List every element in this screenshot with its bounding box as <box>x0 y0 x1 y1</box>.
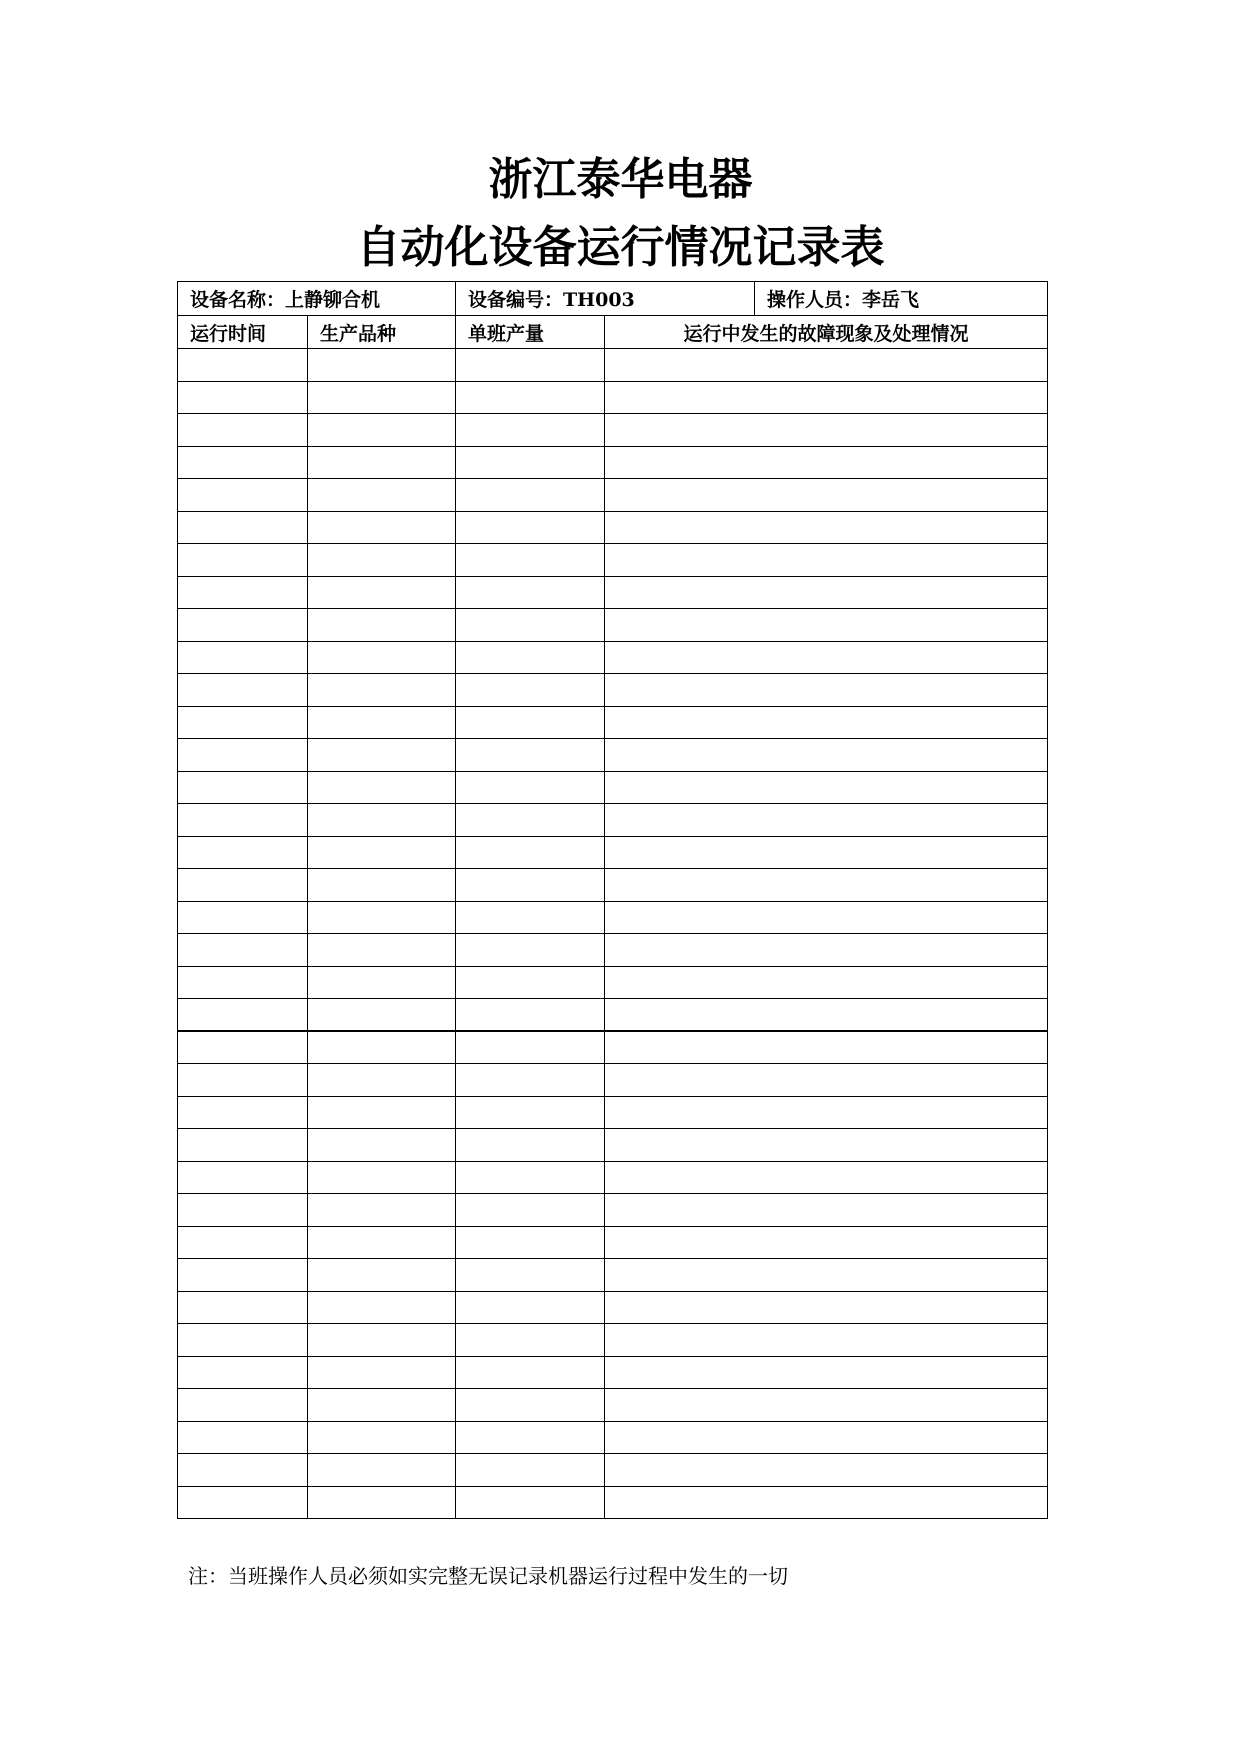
cell-run-time[interactable] <box>178 869 308 902</box>
cell-fault-handling[interactable] <box>605 869 1048 902</box>
cell-fault-handling[interactable] <box>605 414 1048 447</box>
cell-run-time[interactable] <box>178 641 308 674</box>
table-row <box>178 1389 1048 1422</box>
equipment-number: 设备编号：TH003 <box>456 282 755 316</box>
cell-shift-output[interactable] <box>456 1259 605 1292</box>
col-header-fault-handling: 运行中发生的故障现象及处理情况 <box>605 316 1048 349</box>
table-row <box>178 641 1048 674</box>
cell-shift-output[interactable] <box>456 934 605 967</box>
table-row <box>178 349 1048 382</box>
cell-fault-handling[interactable] <box>605 966 1048 999</box>
cell-fault-handling[interactable] <box>605 1486 1048 1519</box>
cell-fault-handling[interactable] <box>605 641 1048 674</box>
table-row <box>178 1064 1048 1097</box>
cell-product-type[interactable] <box>308 349 456 382</box>
table-row <box>178 1161 1048 1194</box>
cell-run-time[interactable] <box>178 381 308 414</box>
cell-product-type[interactable] <box>308 1161 456 1194</box>
table-row <box>178 381 1048 414</box>
cell-fault-handling[interactable] <box>605 1194 1048 1227</box>
cell-product-type[interactable] <box>308 1421 456 1454</box>
cell-shift-output[interactable] <box>456 1064 605 1097</box>
cell-product-type[interactable] <box>308 999 456 1032</box>
cell-run-time[interactable] <box>178 446 308 479</box>
cell-fault-handling[interactable] <box>605 1421 1048 1454</box>
cell-product-type[interactable] <box>308 739 456 772</box>
cell-shift-output[interactable] <box>456 641 605 674</box>
table-row <box>178 1226 1048 1259</box>
cell-run-time[interactable] <box>178 1259 308 1292</box>
cell-product-type[interactable] <box>308 836 456 869</box>
cell-run-time[interactable] <box>178 739 308 772</box>
cell-shift-output[interactable] <box>456 1096 605 1129</box>
cell-fault-handling[interactable] <box>605 1096 1048 1129</box>
cell-fault-handling[interactable] <box>605 1291 1048 1324</box>
cell-fault-handling[interactable] <box>605 836 1048 869</box>
cell-shift-output[interactable] <box>456 869 605 902</box>
cell-product-type[interactable] <box>308 609 456 642</box>
cell-run-time[interactable] <box>178 511 308 544</box>
table-row <box>178 674 1048 707</box>
cell-run-time[interactable] <box>178 771 308 804</box>
cell-run-time[interactable] <box>178 1454 308 1487</box>
cell-run-time[interactable] <box>178 349 308 382</box>
cell-product-type[interactable] <box>308 869 456 902</box>
cell-product-type[interactable] <box>308 576 456 609</box>
cell-product-type[interactable] <box>308 804 456 837</box>
cell-fault-handling[interactable] <box>605 1064 1048 1097</box>
cell-fault-handling[interactable] <box>605 609 1048 642</box>
cell-fault-handling[interactable] <box>605 674 1048 707</box>
cell-product-type[interactable] <box>308 1259 456 1292</box>
table-row <box>178 804 1048 837</box>
table-row <box>178 1194 1048 1227</box>
cell-fault-handling[interactable] <box>605 771 1048 804</box>
table-row <box>178 576 1048 609</box>
cell-fault-handling[interactable] <box>605 479 1048 512</box>
cell-fault-handling[interactable] <box>605 739 1048 772</box>
footer-note: 注：当班操作人员必须如实完整无误记录机器运行过程中发生的一切 <box>188 1564 788 1588</box>
company-title: 浙江泰华电器 <box>488 154 753 205</box>
cell-product-type[interactable] <box>308 1226 456 1259</box>
cell-product-type[interactable] <box>308 674 456 707</box>
cell-shift-output[interactable] <box>456 1129 605 1162</box>
table-row <box>178 446 1048 479</box>
cell-fault-handling[interactable] <box>605 544 1048 577</box>
cell-fault-handling[interactable] <box>605 381 1048 414</box>
table-row <box>178 739 1048 772</box>
cell-run-time[interactable] <box>178 414 308 447</box>
cell-run-time[interactable] <box>178 1161 308 1194</box>
cell-shift-output[interactable] <box>456 674 605 707</box>
table-row <box>178 966 1048 999</box>
cell-fault-handling[interactable] <box>605 901 1048 934</box>
table-row <box>178 771 1048 804</box>
cell-run-time[interactable] <box>178 674 308 707</box>
cell-run-time[interactable] <box>178 836 308 869</box>
cell-fault-handling[interactable] <box>605 1356 1048 1389</box>
header-row <box>178 316 1048 349</box>
table-row <box>178 414 1048 447</box>
cell-run-time[interactable] <box>178 804 308 837</box>
cell-run-time[interactable] <box>178 1226 308 1259</box>
cell-shift-output[interactable] <box>456 1454 605 1487</box>
cell-shift-output[interactable] <box>456 349 605 382</box>
operator-name: 操作人员：李岳飞 <box>755 282 1048 316</box>
table-row <box>178 544 1048 577</box>
table-row <box>178 479 1048 512</box>
cell-shift-output[interactable] <box>456 1194 605 1227</box>
cell-fault-handling[interactable] <box>605 1031 1048 1064</box>
cell-shift-output[interactable] <box>456 609 605 642</box>
cell-product-type[interactable] <box>308 1389 456 1422</box>
col-header-product-type: 生产品种 <box>308 316 456 349</box>
cell-product-type[interactable] <box>308 381 456 414</box>
cell-product-type[interactable] <box>308 1064 456 1097</box>
table-row <box>178 511 1048 544</box>
cell-run-time[interactable] <box>178 999 308 1032</box>
cell-shift-output[interactable] <box>456 1226 605 1259</box>
cell-fault-handling[interactable] <box>605 1161 1048 1194</box>
cell-shift-output[interactable] <box>456 901 605 934</box>
cell-fault-handling[interactable] <box>605 934 1048 967</box>
cell-fault-handling[interactable] <box>605 1129 1048 1162</box>
cell-run-time[interactable] <box>178 1356 308 1389</box>
cell-product-type[interactable] <box>308 966 456 999</box>
table-row <box>178 1291 1048 1324</box>
cell-product-type[interactable] <box>308 1291 456 1324</box>
cell-shift-output[interactable] <box>456 479 605 512</box>
col-header-run-time: 运行时间 <box>178 316 308 349</box>
col-header-shift-output: 单班产量 <box>456 316 605 349</box>
cell-run-time[interactable] <box>178 901 308 934</box>
cell-run-time[interactable] <box>178 1389 308 1422</box>
cell-product-type[interactable] <box>308 1129 456 1162</box>
cell-product-type[interactable] <box>308 1031 456 1064</box>
cell-run-time[interactable] <box>178 706 308 739</box>
cell-shift-output[interactable] <box>456 1324 605 1357</box>
cell-product-type[interactable] <box>308 934 456 967</box>
table-row <box>178 869 1048 902</box>
cell-product-type[interactable] <box>308 901 456 934</box>
cell-fault-handling[interactable] <box>605 511 1048 544</box>
cell-product-type[interactable] <box>308 1454 456 1487</box>
cell-shift-output[interactable] <box>456 1031 605 1064</box>
table-row <box>178 1096 1048 1129</box>
table-row <box>178 999 1048 1032</box>
table-row <box>178 609 1048 642</box>
form-title: 自动化设备运行情况记录表 <box>356 222 885 273</box>
cell-shift-output[interactable] <box>456 1486 605 1519</box>
cell-fault-handling[interactable] <box>605 1389 1048 1422</box>
table-row <box>178 1259 1048 1292</box>
table-row <box>178 901 1048 934</box>
equipment-name: 设备名称：上静铆合机 <box>178 282 456 316</box>
cell-shift-output[interactable] <box>456 836 605 869</box>
table-row <box>178 706 1048 739</box>
cell-product-type[interactable] <box>308 479 456 512</box>
cell-product-type[interactable] <box>308 771 456 804</box>
cell-run-time[interactable] <box>178 1129 308 1162</box>
table-row <box>178 1421 1048 1454</box>
cell-run-time[interactable] <box>178 1486 308 1519</box>
cell-shift-output[interactable] <box>456 1389 605 1422</box>
table-row <box>178 1324 1048 1357</box>
cell-product-type[interactable] <box>308 511 456 544</box>
cell-shift-output[interactable] <box>456 576 605 609</box>
cell-run-time[interactable] <box>178 609 308 642</box>
cell-shift-output[interactable] <box>456 1291 605 1324</box>
cell-shift-output[interactable] <box>456 999 605 1032</box>
cell-fault-handling[interactable] <box>605 1226 1048 1259</box>
cell-product-type[interactable] <box>308 414 456 447</box>
cell-run-time[interactable] <box>178 1064 308 1097</box>
cell-product-type[interactable] <box>308 1324 456 1357</box>
cell-shift-output[interactable] <box>456 966 605 999</box>
cell-shift-output[interactable] <box>456 381 605 414</box>
cell-fault-handling[interactable] <box>605 576 1048 609</box>
cell-shift-output[interactable] <box>456 771 605 804</box>
cell-fault-handling[interactable] <box>605 349 1048 382</box>
cell-run-time[interactable] <box>178 1421 308 1454</box>
table-row <box>178 1129 1048 1162</box>
cell-shift-output[interactable] <box>456 544 605 577</box>
cell-fault-handling[interactable] <box>605 1454 1048 1487</box>
cell-run-time[interactable] <box>178 1324 308 1357</box>
table-row <box>178 836 1048 869</box>
cell-fault-handling[interactable] <box>605 706 1048 739</box>
table-row <box>178 1454 1048 1487</box>
cell-product-type[interactable] <box>308 1194 456 1227</box>
cell-fault-handling[interactable] <box>605 999 1048 1032</box>
cell-shift-output[interactable] <box>456 804 605 837</box>
cell-product-type[interactable] <box>308 706 456 739</box>
cell-shift-output[interactable] <box>456 1356 605 1389</box>
cell-fault-handling[interactable] <box>605 804 1048 837</box>
cell-run-time[interactable] <box>178 1096 308 1129</box>
table-row <box>178 1031 1048 1064</box>
table-row <box>178 1356 1048 1389</box>
cell-shift-output[interactable] <box>456 414 605 447</box>
cell-product-type[interactable] <box>308 544 456 577</box>
cell-product-type[interactable] <box>308 446 456 479</box>
cell-run-time[interactable] <box>178 544 308 577</box>
cell-run-time[interactable] <box>178 479 308 512</box>
table-row <box>178 1486 1048 1519</box>
cell-run-time[interactable] <box>178 576 308 609</box>
cell-product-type[interactable] <box>308 1486 456 1519</box>
cell-product-type[interactable] <box>308 1096 456 1129</box>
cell-shift-output[interactable] <box>456 1421 605 1454</box>
cell-shift-output[interactable] <box>456 1161 605 1194</box>
cell-fault-handling[interactable] <box>605 1324 1048 1357</box>
cell-shift-output[interactable] <box>456 511 605 544</box>
cell-run-time[interactable] <box>178 1291 308 1324</box>
cell-shift-output[interactable] <box>456 739 605 772</box>
cell-shift-output[interactable] <box>456 446 605 479</box>
cell-fault-handling[interactable] <box>605 1259 1048 1292</box>
cell-product-type[interactable] <box>308 1356 456 1389</box>
cell-product-type[interactable] <box>308 641 456 674</box>
cell-run-time[interactable] <box>178 1031 308 1064</box>
cell-run-time[interactable] <box>178 934 308 967</box>
info-row <box>178 282 1048 316</box>
cell-fault-handling[interactable] <box>605 446 1048 479</box>
record-table <box>177 281 1048 1519</box>
table-row <box>178 934 1048 967</box>
cell-run-time[interactable] <box>178 1194 308 1227</box>
cell-shift-output[interactable] <box>456 706 605 739</box>
cell-run-time[interactable] <box>178 966 308 999</box>
